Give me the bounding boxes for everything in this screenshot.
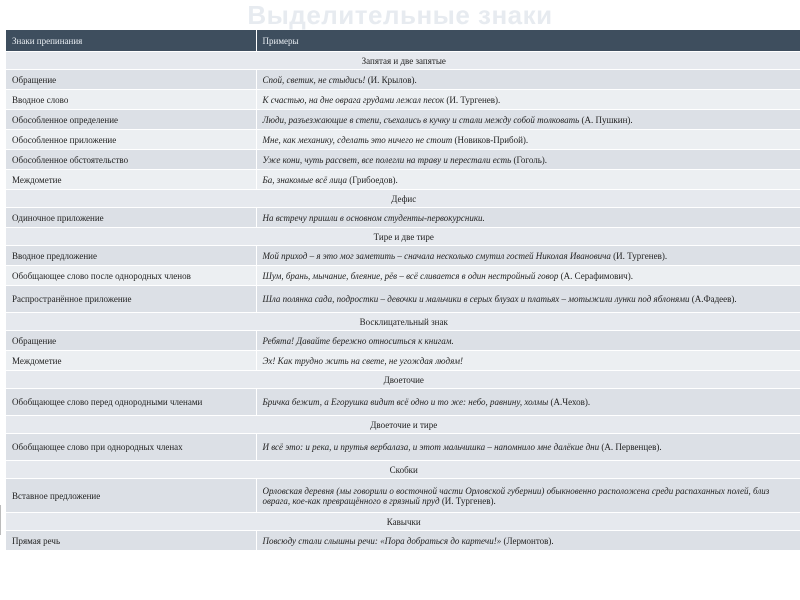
example-cell [256,150,800,170]
table-row [6,110,800,130]
example-source: (И. Тургенев). [441,495,496,506]
section-row [6,52,800,70]
punctuation-case: Обращение [6,331,256,351]
example-text: Эх! Как трудно жить на свете, не угождая людям! [262,355,463,366]
table-header-row [6,30,800,52]
example-cell [256,389,800,416]
example-text: Орловская деревня (мы говорили о восточной части Орловской губернии) обыкновенно расположена среди распаханных полей, близ оврага, кое-как превращённого в грязный пруд [262,485,770,506]
punctuation-case: Обособленное обстоятельство [6,150,256,170]
punctuation-case: Обращение [6,70,256,90]
punctuation-case: Обобщающее слово перед однородными членами [6,389,256,416]
example-cell [256,70,800,90]
example-source: (А.Фадеев). [691,294,737,304]
table-row [6,90,800,110]
example-text: Шла полянка сада, подростки – девочки и мальчики в серых блузах и платьях – мотыжили лунки под яблонями [262,294,690,304]
example-cell [256,130,800,150]
table-row [6,208,800,228]
punctuation-case: Обобщающее слово после однородных членов [6,266,256,286]
section-label: Дефис [6,190,800,208]
table-row [6,170,800,190]
punctuation-case: Обобщающее слово при однородных членах [6,434,256,461]
punctuation-case: Обособленное приложение [6,130,256,150]
section-row [6,513,800,531]
punctuation-case: Одиночное приложение [6,208,256,228]
punctuation-case: Междометие [6,170,256,190]
example-cell [256,434,800,461]
example-text: К счастью, на дне оврага грудами лежал песок [262,94,445,105]
example-cell [256,531,800,551]
punctuation-case: Обособленное определение [6,110,256,130]
punctuation-case: Вводное предложение [6,246,256,266]
example-source: (И. Крылов). [367,74,417,85]
section-label: Двоеточие и тире [6,416,800,434]
table-row [6,351,800,371]
example-cell [256,351,800,371]
example-cell [256,331,800,351]
table-row [6,434,800,461]
table-row [6,331,800,351]
punctuation-case: Распространённое приложение [6,286,256,313]
example-source: (Новиков-Прибой). [454,134,529,145]
example-source: (И. Тургенев). [613,250,668,261]
table-row [6,266,800,286]
table-row [6,286,800,313]
example-cell [256,479,800,513]
example-cell [256,90,800,110]
table-row [6,531,800,551]
example-text: Люди, разъезжающие в степи, съехались в кучку и стали между собой толковать [262,114,580,125]
section-label: Кавычки [6,513,800,531]
example-cell [256,110,800,130]
example-source: (А.Чехов). [550,397,591,407]
section-row [6,313,800,331]
section-label: Тире и две тире [6,228,800,246]
example-text: Повсюду стали слышны речи: «Пора добраться до картечи!» [262,535,502,546]
table-body [6,52,800,551]
punctuation-case: Прямая речь [6,531,256,551]
example-source: (Гоголь). [513,154,548,165]
section-row [6,228,800,246]
table-row [6,150,800,170]
table-row [6,130,800,150]
example-cell [256,286,800,313]
table-row [6,389,800,416]
section-label: Запятая и две запятые [6,52,800,70]
example-source: (А. Пушкин). [581,114,633,125]
example-cell [256,246,800,266]
punctuation-table [6,30,800,551]
header-examples: Примеры [256,30,800,52]
table-row [6,246,800,266]
example-source: (Лермонтов). [503,535,554,546]
table-row [6,479,800,513]
punctuation-case: Вставное предложение [6,479,256,513]
example-cell [256,170,800,190]
example-text: Ба, знакомые всё лица [262,174,347,185]
table-row [6,70,800,90]
section-row [6,416,800,434]
example-text: Уже кони, чуть рассвет, все полегли на траву и перестали есть [262,154,512,165]
example-text: Бричка бежит, а Егорушка видит всё одно и то же: небо, равнину, холмы [262,397,549,407]
example-text: Шум, брань, мычание, блеяние, рёв – всё сливается в один нестройный говор [262,270,559,281]
example-text: На встречу пришли в основном студенты-первокурсники. [262,212,485,223]
section-row [6,190,800,208]
section-label: Скобки [6,461,800,479]
page-title: Выделительные знаки [247,0,553,30]
section-label: Восклицательный знак [6,313,800,331]
example-source: (И. Тургенев). [446,94,501,105]
header-punctuation: Знаки препинания [6,30,256,52]
section-label: Двоеточие [6,371,800,389]
example-text: Мне, как механику, сделать это ничего не стоит [262,134,453,145]
example-source: (Грибоедов). [349,174,398,185]
punctuation-case: Вводное слово [6,90,256,110]
example-source: (А. Серафимович). [560,270,633,281]
example-cell [256,208,800,228]
example-text: Мой приход – я это мог заметить – сначала несколько смутил гостей Николая Ивановича [262,250,611,261]
edge-mark [0,505,5,535]
example-text: Спой, светик, не стыдись! [262,74,366,85]
example-text: И всё это: и река, и прутья вербалаза, и этот мальчишка – напомнило мне далёкие дни [262,442,600,452]
example-source: (А. Первенцев). [601,442,662,452]
section-row [6,371,800,389]
example-text: Ребята! Давайте бережно относиться к книгам. [262,335,454,346]
section-row [6,461,800,479]
example-cell [256,266,800,286]
punctuation-case: Междометие [6,351,256,371]
